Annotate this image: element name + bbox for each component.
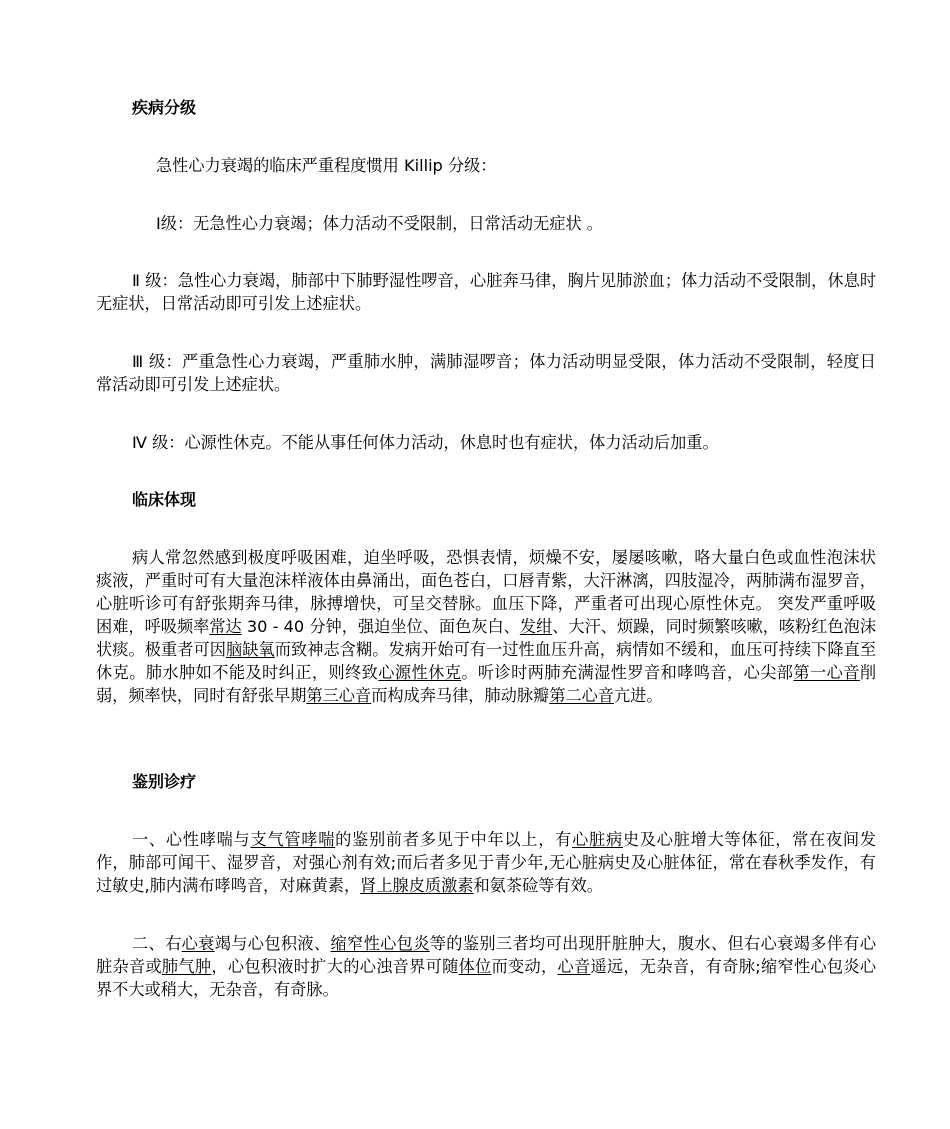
clinical-text-8: 亢进。 [614, 686, 663, 705]
clinical-paragraph [96, 546, 876, 707]
link-cardiogenic-shock[interactable]: 心源性休克 [378, 663, 462, 682]
diff1-text-1: 一、心性哮喘与 [132, 830, 251, 849]
grading-level-1: Ⅰ级：无急性心力衰竭；体力活动不受限制，日常活动无症状 。 [156, 214, 603, 233]
heading-disease-grading: 疾病分级 [132, 98, 197, 117]
diff1-text-2: 的鉴别前者多见于中年以上，有 [335, 830, 573, 849]
grading-level-2: Ⅱ 级：急性心力衰竭，肺部中下肺野湿性啰音，心脏奔马律，胸片见肺淤血；体力活动不受限制，休息时无症状，日常活动即可引发上述症状。 [96, 271, 876, 313]
grading-intro: 急性心力衰竭的临床严重程度惯用 Killip 分级： [156, 156, 497, 175]
heading-clinical-manifestation: 临床体现 [132, 490, 197, 509]
differential-paragraph-2 [96, 932, 876, 1001]
link-adrenocortical-hormone[interactable]: 肾上腺皮质激素 [360, 876, 474, 895]
link-first-heart-sound[interactable]: 第一心音 [793, 663, 860, 682]
clinical-text-1: 病人常忽然感到极度呼吸困难，迫坐呼吸，恐惧表情，烦燥不安，屡屡咳嗽，咯大量白色或血性泡沫状痰液，严重时可有大量泡沫样液体由鼻涌出，面色苍白，口唇青紫，大汗淋漓，四肢湿冷，两肺满布湿罗音，心脏听诊可有舒张期奔马律，脉搏增快，可呈交替脉。血压下降，严重者可出现心原性休克。 突发严重呼吸困难，呼吸频率 [96, 548, 876, 636]
link-third-heart-sound[interactable]: 第三心音 [306, 686, 372, 705]
link-naoqueyang[interactable]: 脑缺氧 [226, 640, 275, 659]
link-heart-disease[interactable]: 心脏病 [572, 830, 623, 849]
grading-level-4: Ⅳ 级：心源性休克。不能从事任何体力活动，休息时也有症状，体力活动后加重。 [132, 433, 719, 452]
diff2-text-4: ，心包积液时扩大的心浊音界可随 [211, 957, 459, 976]
clinical-text-5: 。听诊时两肺充满湿性罗音和哮鸣音，心尖部 [461, 663, 794, 682]
diff2-text-2: 竭与心包积液、 [214, 934, 331, 953]
diff1-text-4: 和氨茶硷等有效。 [473, 876, 603, 895]
diff1-text-3: 史及心脏增大等体征，常在夜间发作，肺部可闻干、湿罗音，对强心剂有效;而后者多见于青少年,无心脏病史及心脏体征，常在春秋季发作，有过敏史,肺内满布哮鸣音，对麻黄素， [96, 830, 877, 895]
clinical-text-7: 而构成奔马律，肺动脉瓣 [371, 686, 550, 705]
clinical-text-3: 、大汗、烦躁，同时频繁咳嗽，咳粉红色泡沫状痰。极重者可因 [96, 617, 877, 659]
diff2-text-6: 遥远，无杂音，有奇脉;缩窄性心包炎心界不大或稍大，无杂音，有奇脉。 [96, 957, 877, 999]
diff2-text-5: 而变动， [491, 957, 558, 976]
clinical-text-4: 而致神志含糊。发病开始可有一过性血压升高，病情如不缓和，血压可持续下降直至休克。肺水肿如不能及时纠正，则终致 [96, 640, 877, 682]
heading-differential-diagnosis: 鉴别诊疗 [132, 772, 197, 791]
diff2-text-3: 等的鉴别三者均可出现肝脏肿大，腹水、但右心衰竭多伴有心脏杂音或 [96, 934, 877, 976]
clinical-text-2: 30 - 40 分钟，强迫坐位、面色灰白、 [241, 617, 520, 636]
link-fagan[interactable]: 发绀 [519, 617, 553, 636]
link-bronchial-asthma[interactable]: 支气管哮喘 [250, 830, 336, 849]
diff2-text-1: 二、右 [132, 934, 182, 953]
grading-level-3: Ⅲ 级：严重急性心力衰竭，严重肺水肿，满肺湿啰音；体力活动明显受限，体力活动不受限制，轻度日常活动即可引发上述症状。 [96, 352, 876, 394]
link-body-position[interactable]: 体位 [458, 957, 492, 976]
link-heart-sound[interactable]: 心音 [557, 957, 591, 976]
link-heart-failure[interactable]: 心衰 [181, 934, 215, 953]
link-second-heart-sound[interactable]: 第二心音 [549, 686, 614, 705]
link-emphysema[interactable]: 肺气肿 [161, 957, 212, 976]
differential-paragraph-1 [96, 828, 876, 897]
clinical-text-6: 削弱，频率快，同时有舒张早期 [96, 663, 877, 705]
link-changda[interactable]: 常达 [209, 617, 242, 636]
link-constrictive-pericarditis[interactable]: 缩窄性心包炎 [330, 934, 430, 953]
